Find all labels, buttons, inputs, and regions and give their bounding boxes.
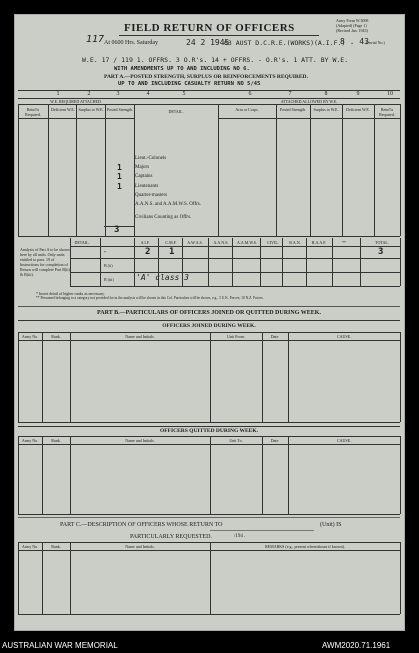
- part-c-requested: PARTICULARLY REQUESTED.: [130, 534, 212, 540]
- joined-top-line: [18, 320, 400, 321]
- part-a-column-rule: [48, 104, 49, 236]
- column-number: 8: [324, 91, 328, 97]
- serial-label: (Serial No.): [366, 40, 385, 45]
- column-number: 6: [248, 91, 252, 97]
- handwritten-mark: 117: [86, 34, 105, 45]
- quitted-header-bottom: [18, 444, 400, 445]
- analysis-column-rule: [232, 238, 233, 286]
- analysis-header: A.I.F.: [140, 240, 150, 245]
- table-column-rule: [210, 436, 211, 514]
- analysis-row-label: *: [104, 250, 106, 255]
- detail-label: DETAIL.: [168, 109, 184, 114]
- part-c-column-rule: [18, 542, 19, 614]
- table-column-header: Rank.: [51, 334, 61, 339]
- left-column-header: Deficient W.E.: [51, 107, 75, 112]
- column-number: 7: [288, 91, 292, 97]
- right-column-header: Arm or Corps.: [235, 107, 259, 112]
- part-b-top-line: [18, 306, 400, 307]
- quitted-header-top: [18, 436, 400, 437]
- analysis-column-rule: [100, 238, 101, 286]
- casualty-line: UP TO AND INCLUDING CASUALTY RETURN NO 5/45: [118, 81, 261, 87]
- analysis-row2-line: [70, 272, 400, 273]
- date-value: 24 2 1945: [186, 38, 230, 47]
- footer-right: AWM2020.71.1961: [322, 641, 391, 650]
- right-column-header: Posted Strength.: [279, 107, 307, 112]
- part-c-column-header: Name and Initials.: [125, 544, 155, 549]
- table-column-header: Rank.: [51, 438, 61, 443]
- unit-value: 63 AUST D.C.R.E.(WORKS)(A.I.F.): [224, 39, 346, 47]
- rank-label: Quarter-masters: [135, 193, 168, 198]
- analysis-header: A.W.A.S.: [187, 240, 203, 245]
- analysis-column-rule: [332, 238, 333, 286]
- analysis-header-line: [70, 246, 400, 247]
- analysis-header: A.A.N.S.: [213, 240, 229, 245]
- table-column-header: CAUSE.: [336, 438, 352, 443]
- part-a-column-rule: [76, 104, 77, 236]
- part-c-column-header: REMARKS (e.g., present whereabouts if known).: [265, 544, 345, 549]
- analysis-header: CIVIL.: [267, 240, 279, 245]
- footnote-2: ** Personnel belonging to a category not provided for in the analysis will be shown in this Col. Particulars will be shown, e.g., 3 U.K. Forces; 10 N.Z. Forces.: [36, 296, 264, 300]
- form-reference: [336, 18, 402, 33]
- serial-value: 8 . 43: [340, 37, 369, 46]
- table-column-rule: [42, 436, 43, 514]
- table-column-rule: [210, 332, 211, 422]
- table-column-rule: [288, 436, 289, 514]
- part-a-column-rule: [374, 104, 375, 236]
- rank-count: 1: [117, 182, 122, 191]
- analysis-intro: Analysis of Part A to be shown here by all units. Only units entitled to para. 19 of Instructions for completion of Return will complete Part B(ii) & B(iii).: [20, 247, 70, 277]
- rank-label: Civilians Counting as Offrs.: [135, 215, 192, 220]
- table-column-rule: [262, 332, 263, 422]
- table-column-header: Name and Initials.: [125, 334, 155, 339]
- analysis-header: TOTAL.: [375, 240, 389, 245]
- table-column-header: Date.: [270, 438, 280, 443]
- right-group-label: ATTACHED ALLOWED BY W.E.: [280, 99, 338, 104]
- left-header-line: [18, 118, 134, 119]
- rank-label: A.A.N.S. and A.A.M.W.S. Offrs.: [135, 202, 201, 207]
- part-a-column-rule: [310, 104, 311, 236]
- column-number: 1: [56, 91, 60, 97]
- part-a-column-rule: [276, 104, 277, 236]
- column-number: 10: [387, 91, 393, 97]
- part-a-top-line: [18, 90, 400, 91]
- analysis-column-rule: [306, 238, 307, 286]
- part-c-column-rule: [210, 542, 211, 614]
- column-number: 5: [182, 91, 186, 97]
- part-c-header-top: [18, 542, 400, 543]
- table-column-rule: [262, 436, 263, 514]
- table-column-rule: [70, 436, 71, 514]
- left-group-label: W.E. REQUIRED ATTACHED.: [50, 99, 102, 104]
- analysis-header: DETAIL.: [74, 240, 90, 245]
- part-a-column-rule: [105, 104, 106, 236]
- table-column-header: Army No.: [21, 438, 39, 443]
- analysis-header: R.A.A.F.: [311, 240, 327, 245]
- analysis-row3-line: [70, 286, 400, 287]
- footnote-1: * Insert detail of higher ranks as necessary.: [36, 291, 105, 296]
- analysis-column-rule: [70, 238, 71, 286]
- left-column-header: Reinf'ts Required.: [25, 107, 41, 117]
- part-a-title: PART A.—POSTED STRENGTH, SURPLUS OR REINFORCEMENTS REQUIRED.: [104, 74, 308, 80]
- part-c-bottom-line: [18, 614, 400, 615]
- column-number: 2: [87, 91, 91, 97]
- right-header-line: [218, 118, 400, 119]
- analysis-header: C.M.F.: [165, 240, 177, 245]
- quitted-bottom-line: [18, 514, 400, 515]
- table-column-header: Unit To.: [229, 438, 243, 443]
- analysis-row-label: B (ii): [104, 263, 113, 268]
- form-title: FIELD RETURN OF OFFICERS: [124, 22, 295, 34]
- cmf-value: 1: [169, 247, 175, 257]
- joined-title: OFFICERS JOINED DURING WEEK.: [162, 323, 256, 329]
- part-a-bottom-line: [18, 236, 400, 237]
- joined-bottom-line: [18, 422, 400, 423]
- rank-label: Majors: [135, 165, 150, 170]
- analysis-row1-line: [70, 258, 400, 259]
- handwritten-note: 'A' class 3: [136, 273, 189, 282]
- analysis-column-rule: [134, 238, 135, 286]
- analysis-column-rule: [260, 238, 261, 286]
- part-c-column-rule: [400, 542, 401, 614]
- table-column-header: Name and Initials.: [125, 438, 155, 443]
- table-column-rule: [18, 332, 19, 422]
- right-column-header: Reinf'ts Required.: [379, 107, 395, 117]
- form-ref-line3: (Revised Jan. 1943): [336, 28, 368, 33]
- analysis-column-rule: [400, 238, 401, 286]
- table-column-rule: [42, 332, 43, 422]
- analysis-header: A.A.M.W.S.: [237, 240, 257, 245]
- rank-label: Captains: [135, 174, 153, 179]
- table-column-rule: [400, 332, 401, 422]
- part-c-column-rule: [70, 542, 71, 614]
- right-column-header: Deficient W.E.: [346, 107, 370, 112]
- right-column-header: Surplus to W.E.: [313, 107, 339, 112]
- part-c-title-left: PART C.—DESCRIPTION OF OFFICERS WHOSE RETURN TO: [60, 522, 223, 528]
- we-line: W.E. 17 / 119 1. OFFRS. 3 O.R's. 14 + OFFRS. - O.R's. 1 ATT. BY W.E.: [82, 56, 349, 64]
- left-column-header: Surplus to W.E.: [78, 107, 104, 112]
- part-a-column-rule: [218, 104, 219, 236]
- footer: [0, 638, 419, 653]
- part-c-column-header: Army No.: [21, 544, 39, 549]
- analysis-header: **: [342, 240, 346, 245]
- form-ref-line2: (Adapted) (Page 1): [336, 23, 367, 28]
- rank-label: Lieutenants: [135, 184, 159, 189]
- title-underline: [119, 35, 319, 36]
- table-column-rule: [288, 332, 289, 422]
- quitted-top-line: [18, 426, 400, 427]
- part-c-column-header: Rank.: [51, 544, 61, 549]
- amendments-line: WITH AMENDMENTS UP TO AND INCLUDING NO 6.: [114, 66, 250, 72]
- analysis-header: R.A.N.: [289, 240, 301, 245]
- part-a-column-rule: [342, 104, 343, 236]
- part-a-column-rule: [400, 104, 401, 236]
- column-number: 3: [116, 91, 120, 97]
- analysis-column-rule: [282, 238, 283, 286]
- table-column-header: CAUSE.: [336, 334, 352, 339]
- table-column-rule: [400, 436, 401, 514]
- analysis-row-label: B (iii): [104, 277, 114, 282]
- table-column-header: Army No.: [21, 334, 39, 339]
- table-column-rule: [70, 332, 71, 422]
- analysis-column-rule: [208, 238, 209, 286]
- table-column-header: Unit From.: [227, 334, 245, 339]
- posted-total: 3: [114, 225, 120, 235]
- part-c-year: /194 .: [234, 534, 246, 539]
- part-b-title: PART B.—PARTICULARS OF OFFICERS JOINED OR QUITTED DURING WEEK.: [97, 310, 321, 316]
- rank-count: 1: [117, 172, 122, 181]
- table-column-rule: [18, 436, 19, 514]
- aif-value: 2: [145, 247, 151, 257]
- part-c-title-right: (Unit) IS: [320, 522, 342, 528]
- table-column-header: Date.: [270, 334, 280, 339]
- part-c-column-rule: [42, 542, 43, 614]
- footer-left: AUSTRALIAN WAR MEMORIAL: [2, 641, 118, 650]
- part-c-header-bottom: [18, 550, 400, 551]
- date-prefix: At 0600 Hrs. Saturday: [104, 40, 158, 46]
- joined-header-bottom: [18, 340, 400, 341]
- form-ref-line1: Army Form W.3008: [336, 18, 369, 23]
- analysis-column-rule: [360, 238, 361, 286]
- part-c-top-line: [18, 517, 400, 518]
- document-sheet: [14, 14, 405, 631]
- quitted-title: OFFICERS QUITTED DURING WEEK.: [160, 428, 258, 434]
- rank-count: 1: [117, 163, 122, 172]
- left-column-header: Posted Strength.: [106, 107, 134, 112]
- total-value: 3: [378, 247, 384, 257]
- joined-header-top: [18, 332, 400, 333]
- column-number: 4: [146, 91, 150, 97]
- rank-label: Lieut.-Colonels: [135, 156, 167, 161]
- column-number: 9: [356, 91, 360, 97]
- part-c-unit-underline: [210, 530, 314, 531]
- part-a-column-rule: [18, 104, 19, 236]
